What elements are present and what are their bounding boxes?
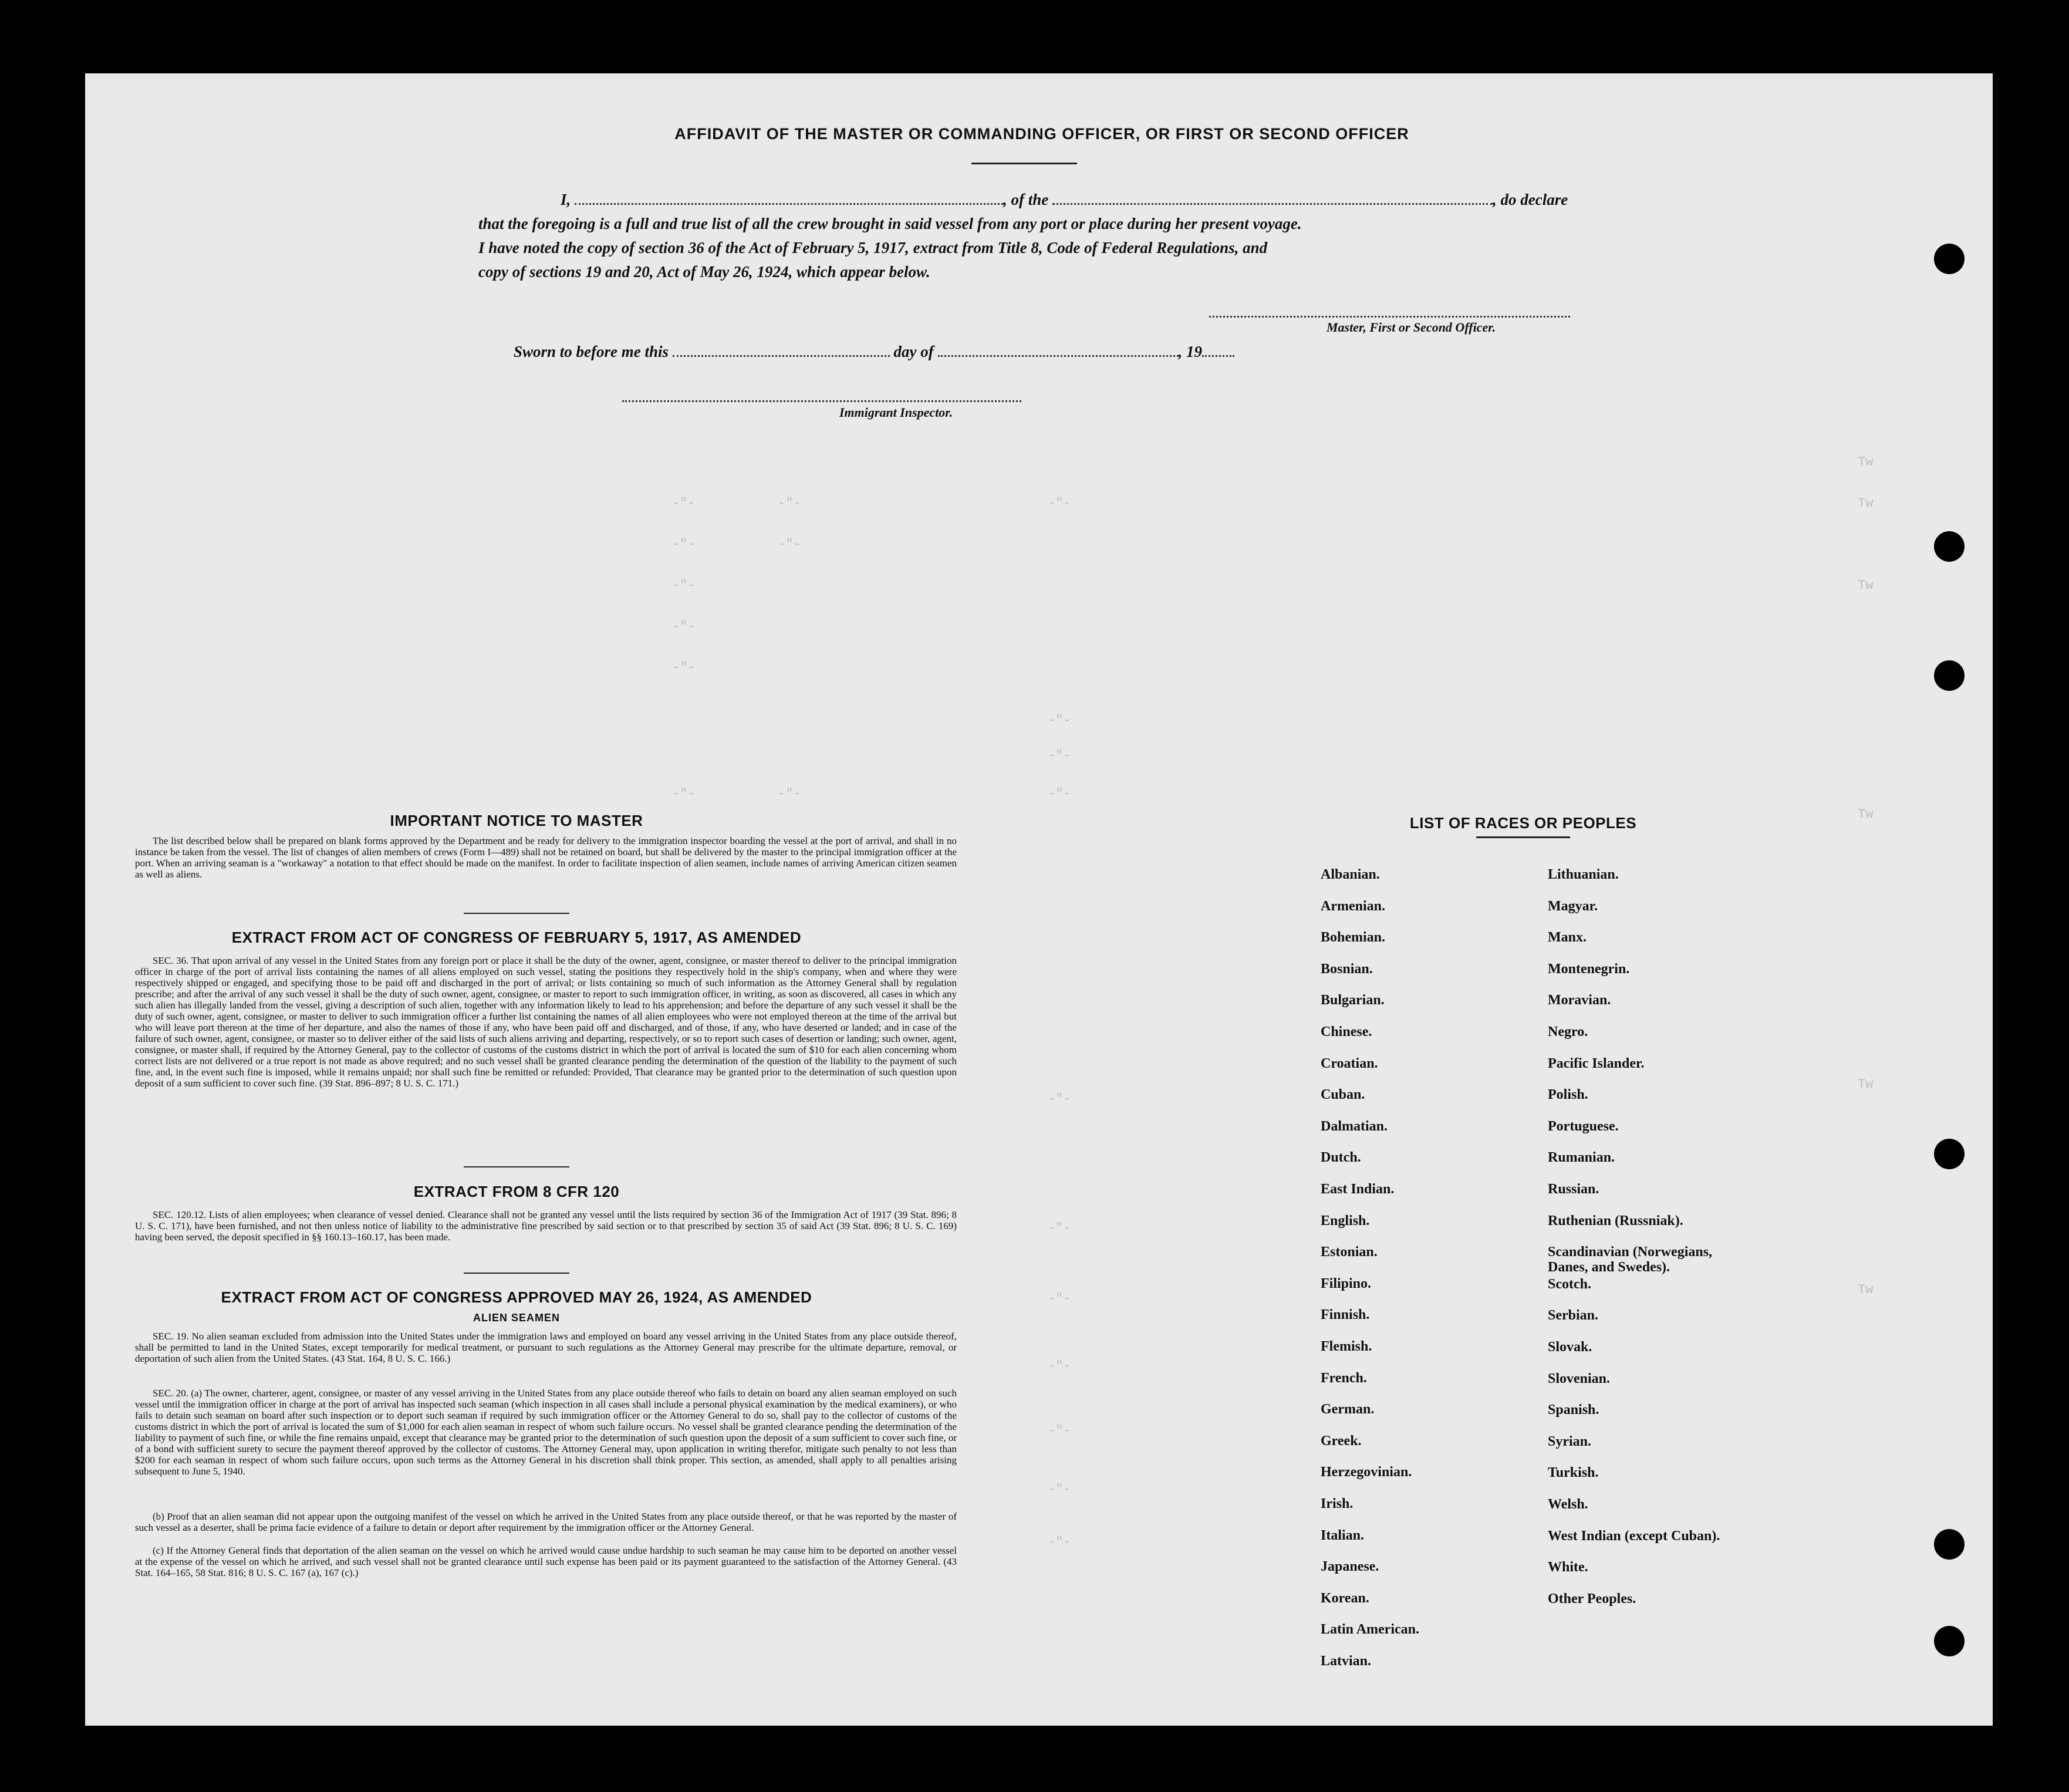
race-item: White. bbox=[1548, 1560, 1588, 1575]
race-item: Polish. bbox=[1548, 1087, 1588, 1102]
title-rule bbox=[971, 163, 1077, 164]
race-item: Chinese. bbox=[1321, 1024, 1372, 1040]
inspector-signature-label: Immigrant Inspector. bbox=[839, 405, 953, 420]
punch-hole bbox=[1934, 1626, 1965, 1656]
race-item: Spanish. bbox=[1548, 1402, 1599, 1418]
notice-title: IMPORTANT NOTICE TO MASTER bbox=[390, 812, 643, 829]
race-item: Croatian. bbox=[1321, 1056, 1378, 1071]
race-item: Slovenian. bbox=[1548, 1371, 1611, 1386]
sworn-year-prefix: , 19 bbox=[1178, 343, 1203, 360]
race-item: Manx. bbox=[1548, 930, 1587, 945]
vessel-blank[interactable] bbox=[1052, 190, 1493, 205]
sworn-day-blank[interactable] bbox=[673, 342, 890, 357]
extract-1917-body: SEC. 36. That upon arrival of any vessel in the United States from any foreign port or place it shall be the duty of the owner, agent, consignee, or master thereof to deliver to the principal immigration officer in charge of the port of arrival lists containing the names of all aliens employed on such vessel, stating the positions they respectively hold in the ship's company, when and where they were respectively shipped or engaged, and specifying those to be paid off and discharged in the port of arrival; or lists containing so much of such information as the Attorney General shall by regulation prescribe; and after the arrival of any such vessel it shall be the duty of such owner, agent, consignee, or master to report to such immigration officer, in writing, as soon as discovered, all cases in which any such alien has illegally landed from the vessel, giving a description of such alien, together with any information likely to lead to his apprehension; and before the departure of any such vessel it shall be the duty of such owner, agent, consignee, or master to deliver to such immigration officer a further list containing the names of all alien employees who were not employed thereon at the time of the arrival but who will leave port thereon at the time of her departure, and also the names of those if any, who have been paid off and discharged, and of those, if any, who have deserted or landed; and in case of the failure of such owner, agent, consignee, or master so to deliver either of the said lists of such aliens arriving and departing, respectively, or so to report such cases of desertion or landing; such owner, agent, consignee, or master shall, if required by the Attorney General, pay to the collector of customs of the customs district in which the port of arrival is located the sum of $10 for each alien concerning whom correct lists are not delivered or a true report is not made as above required; and no such vessel shall be granted clearance pending the determination of the question of the liability to the payment of such fine, and, in the event such fine is imposed, while it remains unpaid; nor shall such fine be remitted or refunded: Provided, That clearance may be granted prior to the determination of such question upon deposit of a sum sufficient to cover such fine. (39 Stat. 896–897; 8 U. S. C. 171.) bbox=[135, 955, 957, 1089]
race-item: Danes, and Swedes). bbox=[1548, 1260, 1670, 1275]
race-item: Slovak. bbox=[1548, 1339, 1592, 1355]
sworn-text: Sworn to before me this bbox=[514, 343, 669, 360]
race-item: Serbian. bbox=[1548, 1308, 1599, 1323]
sworn-line bbox=[514, 342, 1234, 361]
declaration-do-declare: , do declare bbox=[1493, 191, 1568, 208]
sec-19-text: SEC. 19. No alien seaman excluded from admission into the United States under the immigration laws and employed on board any vessel arriving in the United States from any place outside thereof, shall be permitted to land in the United States, except temporarily for medical treatment, or pursuant to such regulations as the Attorney General may prescribe for the ultimate departure, removal, or deportation of such alien from the United States. (43 Stat. 164, 8 U. S. C. 166.) bbox=[135, 1331, 957, 1364]
race-item: Ruthenian (Russniak). bbox=[1548, 1213, 1683, 1229]
race-item: Scotch. bbox=[1548, 1277, 1591, 1292]
races-title-rule bbox=[1476, 836, 1570, 838]
declaration-block bbox=[478, 188, 1568, 284]
inspector-signature-line[interactable] bbox=[622, 400, 1021, 402]
race-item: Moravian. bbox=[1548, 993, 1611, 1008]
race-item: Turkish. bbox=[1548, 1465, 1599, 1480]
bleed-through-marks: -"- -"- -"- -"- -"- -"- -"- -"- -"- -"- -"- -"- -"- -"- -"- -"- -"- -"- -"- -"- Tw Tw Tw Tw Tw Tw bbox=[672, 455, 1874, 1550]
race-item: Cuban. bbox=[1321, 1087, 1365, 1102]
sworn-month-blank[interactable] bbox=[938, 342, 1179, 357]
race-item: Magyar. bbox=[1548, 899, 1598, 914]
sec-20c-text: (c) If the Attorney General finds that deportation of the alien seaman on the vessel on which he arrived would cause undue hardship to such seaman he may cause him to be deported on another vessel at the expense of the vessel on which he arrived, and such vessel shall not be granted clearance until such expense has been paid or its payment guaranteed to the satisfaction of the Attorney General. (43 Stat. 164–165, 58 Stat. 816; 8 U. S. C. 167 (a), 167 (c).) bbox=[135, 1545, 957, 1578]
race-item: Filipino. bbox=[1321, 1276, 1372, 1291]
sworn-day-of: day of bbox=[893, 343, 934, 360]
extract-cfr-body: SEC. 120.12. Lists of alien employees; when clearance of vessel denied. Clearance shall not be granted any vessel until the lists required by section 36 of the Immigration Act of 1917 (39 Stat. 896; 8 U. S. C. 171), have been furnished, and not then unless notice of liability to the administrative fine prescribed by said section or to that prescribed by section 35 of said Act (39 Stat. 896; 8 U. S. C. 169) having been served, the deposit specified in §§ 160.13–160.17, has been made. bbox=[135, 1209, 957, 1243]
race-item: Dalmatian. bbox=[1321, 1119, 1388, 1134]
race-item: Italian. bbox=[1321, 1528, 1365, 1543]
sec-20b-text: (b) Proof that an alien seaman did not appear upon the outgoing manifest of the vessel on which he arrived in the United States from any place outside thereof, or that he was reported by the master of such vessel as a deserter, shall be prima facie evidence of a failure to detain or deport after requirement by the immigration officer or the Attorney General. bbox=[135, 1511, 957, 1533]
race-item: Estonian. bbox=[1321, 1244, 1378, 1260]
punch-hole bbox=[1934, 531, 1965, 562]
form-sheet bbox=[85, 73, 1993, 1726]
race-item: Negro. bbox=[1548, 1024, 1588, 1040]
race-item: Montenegrin. bbox=[1548, 961, 1630, 977]
sec-20a-text: SEC. 20. (a) The owner, charterer, agent, consignee, or master of any vessel arriving in the United States from any place outside thereof who fails to detain on board any alien seaman employed on such vessel until the immigration officer in charge at the port of arrival has inspected such seaman (which inspection in all cases shall include a personal physical examination by the medical examiners), or who fails to detain such seaman on board after such inspection or to deport such seaman if required by such immigration officer or the Attorney General to do so, shall pay to the collector of customs of the customs district in which the port of arrival is located the sum of $1,000 for each alien seaman in respect of whom such failure occurs. No vessel shall be granted clearance pending the determination of the liability to payment of such fine, or while the fine remains unpaid, except that clearance may be granted prior to the determination of such question upon the deposit of a sum sufficient to cover such fine, or of a bond with sufficient surety to secure the payment thereof approved by the collector of customs. The Attorney General may, upon application in writing therefor, mitigate such penalty to not less than $200 for each seaman in respect of whom such failure occurs, upon such terms as the Attorney General in his discretion shall think proper. This section, as amended, shall apply to all penalties arising subsequent to June 5, 1940. bbox=[135, 1388, 957, 1477]
race-item: Finnish. bbox=[1321, 1307, 1370, 1322]
race-item: Rumanian. bbox=[1548, 1150, 1615, 1165]
sworn-year-blank[interactable] bbox=[1202, 342, 1234, 357]
declaration-of-the: , of the bbox=[1003, 191, 1049, 208]
race-item: Portuguese. bbox=[1548, 1119, 1619, 1134]
race-item: Welsh. bbox=[1548, 1497, 1588, 1512]
race-item: Bohemian. bbox=[1321, 930, 1386, 945]
extract-1917-title: EXTRACT FROM ACT OF CONGRESS OF FEBRUARY 5, 1917, AS AMENDED bbox=[231, 929, 802, 946]
punch-hole bbox=[1934, 1139, 1965, 1169]
extract-1917-rule bbox=[464, 1166, 569, 1167]
race-item: Latvian. bbox=[1321, 1653, 1372, 1669]
race-item: Albanian. bbox=[1321, 867, 1380, 882]
declaration-line-3: I have noted the copy of section 36 of the Act of February 5, 1917, extract from Title 8, Code of Federal Regulations, and bbox=[478, 239, 1268, 257]
declaration-line-4: copy of sections 19 and 20, Act of May 26, 1924, which appear below. bbox=[478, 263, 930, 281]
race-item: Pacific Islander. bbox=[1548, 1056, 1645, 1071]
declaration-i: I, bbox=[561, 191, 571, 208]
extract-cfr-rule bbox=[464, 1273, 569, 1274]
notice-body: The list described below shall be prepared on blank forms approved by the Department and be ready for delivery to the immigration inspector boarding the vessel at the port of arrival, and shall in no instance be taken from the vessel. The list of changes of alien members of crews (Form I—489) shall not be retained on board, but shall be delivered by the master to the principal immigration officer at the port. When an arriving seaman is a "workaway" a notation to that effect should be made on the manifest. In order to facilitate inspection of alien seamen, include names of arriving American citizen seamen as well as aliens. bbox=[135, 835, 957, 880]
race-item: Scandinavian (Norwegians, bbox=[1548, 1244, 1713, 1260]
punch-hole bbox=[1934, 660, 1965, 691]
extract-1924-title: EXTRACT FROM ACT OF CONGRESS APPROVED MAY 26, 1924, AS AMENDED bbox=[221, 1288, 812, 1306]
race-item: East Indian. bbox=[1321, 1182, 1395, 1197]
race-item: Bosnian. bbox=[1321, 961, 1373, 977]
race-item: Latin American. bbox=[1321, 1622, 1419, 1637]
notice-rule bbox=[464, 913, 569, 914]
declaration-line-1 bbox=[478, 188, 1568, 212]
master-signature-label: Master, First or Second Officer. bbox=[1327, 320, 1496, 335]
declaration-line-2: that the foregoing is a full and true list of all the crew brought in said vessel from any port or place during her present voyage. bbox=[478, 215, 1302, 232]
extract-cfr-title: EXTRACT FROM 8 CFR 120 bbox=[413, 1183, 620, 1200]
race-item: Greek. bbox=[1321, 1433, 1362, 1449]
race-item: Flemish. bbox=[1321, 1339, 1372, 1354]
race-item: Syrian. bbox=[1548, 1434, 1592, 1449]
master-signature-line[interactable] bbox=[1209, 316, 1570, 318]
race-item: Lithuanian. bbox=[1548, 867, 1619, 882]
race-item: West Indian (except Cuban). bbox=[1548, 1528, 1720, 1544]
name-blank[interactable] bbox=[575, 190, 1003, 205]
race-item: Irish. bbox=[1321, 1496, 1354, 1511]
race-item: Russian. bbox=[1548, 1182, 1599, 1197]
race-item: Herzegovinian. bbox=[1321, 1464, 1412, 1480]
race-item: Dutch. bbox=[1321, 1150, 1361, 1165]
race-item: German. bbox=[1321, 1402, 1375, 1417]
punch-hole bbox=[1934, 244, 1965, 274]
race-item: French. bbox=[1321, 1371, 1367, 1386]
races-title: LIST OF RACES OR PEOPLES bbox=[1409, 814, 1637, 832]
race-item: Korean. bbox=[1321, 1591, 1369, 1606]
race-item: Armenian. bbox=[1321, 899, 1385, 914]
punch-hole bbox=[1934, 1529, 1965, 1560]
affidavit-title: AFFIDAVIT OF THE MASTER OR COMMANDING OFFICER, OR FIRST OR SECOND OFFICER bbox=[674, 125, 1409, 143]
race-item: Other Peoples. bbox=[1548, 1591, 1636, 1607]
race-item: English. bbox=[1321, 1213, 1370, 1229]
race-item: Japanese. bbox=[1321, 1559, 1379, 1574]
alien-seamen-subtitle: ALIEN SEAMEN bbox=[472, 1312, 560, 1324]
race-item: Bulgarian. bbox=[1321, 993, 1385, 1008]
